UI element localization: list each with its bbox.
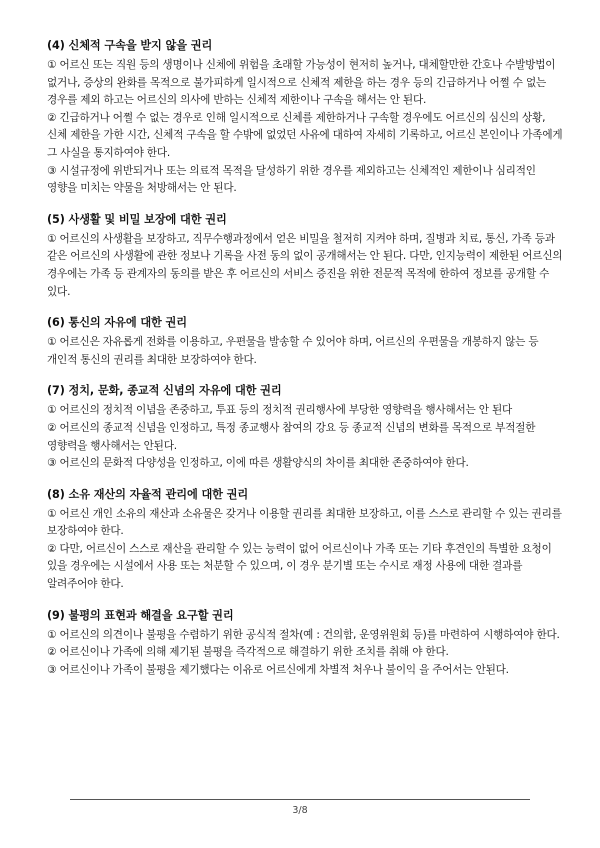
footer-divider — [70, 799, 530, 800]
section-beliefs — [47, 382, 563, 472]
paragraph: ③ 어르신의 문화적 다양성을 인정하고, 이에 따른 생활양식의 차이를 최대한 존중하여야 한다. — [47, 457, 469, 470]
section-title: (6) 통신의 자유에 대한 권리 — [47, 316, 187, 330]
section-privacy — [47, 211, 563, 301]
section-title: (9) 불평의 표현과 해결을 요구할 권리 — [47, 608, 234, 622]
section-title: (4) 신체적 구속을 받지 않을 권리 — [47, 39, 213, 52]
section-communication — [47, 314, 563, 369]
paragraph: ① 어르신 또는 직원 등의 생명이나 신체에 위험을 초래할 가능성이 현저히 높거나, 대체할만한 간호나 수발방법이 없거나, 증상의 완화를 목적으로 불가피하게 일시적으로 신체적 제한을 하는 경우 등의 긴급하거나 어쩔 수 없는 경우를 제외 하고는 어르신의 의사에 반하는 신체적 제한이나 구속을 해서는 안 된다. — [47, 59, 556, 107]
paragraph: ① 어르신은 자유롭게 전화를 이용하고, 우편물을 발송할 수 있어야 하며, 어르신의 우편물을 개봉하지 않는 등 개인적 통신의 권리를 최대한 보장하여야 한다. — [47, 336, 539, 366]
section-grievance — [47, 607, 563, 680]
paragraph: ① 어르신의 사생활을 보장하고, 직무수행과정에서 얻은 비밀을 철저히 지켜야 하며, 질병과 치료, 통신, 가족 등과 같은 어르신의 사생활에 관한 정보나 기록을 사전 동의 없이 공개해서는 안 된다. 다만, 인지능력이 제한된 어르신의 경우에는 가족 등 관계자의 동의를 받은 후 어르신의 서비스 증진을 위한 전문적 목적에 한하여 정보를 공개할 수 있다. — [47, 232, 563, 298]
paragraph: ③ 시설규정에 위반되거나 또는 의료적 목적을 달성하기 위한 경우를 제외하고는 신체적인 제한이나 심리적인 영향을 미치는 약물을 처방해서는 안 된다. — [47, 164, 536, 195]
paragraph: ② 다만, 어르신이 스스로 재산을 관리할 수 있는 능력이 없어 어르신이나 가족 또는 기타 후견인의 특별한 요청이 있을 경우에는 시설에서 사용 또는 처분할 수 있으며, 이 경우 분기별 또는 수시로 재정 사용에 대한 결과를 알려주어야 한다. — [47, 542, 552, 591]
section-title: (5) 사생활 및 비밀 보장에 대한 권리 — [47, 212, 227, 226]
section-title: (8) 소유 재산의 자율적 관리에 대한 권리 — [47, 487, 249, 501]
paragraph: ① 어르신의 정치적 이념을 존중하고, 투표 등의 정치적 권리행사에 부당한 영향력을 행사해서는 안 된다 — [47, 404, 513, 417]
paragraph: ① 어르신 개인 소유의 재산과 소유물은 갖거나 이용할 권리를 최대한 보장하고, 이를 스스로 관리할 수 있는 권리를 보장하여야 한다. — [47, 507, 562, 538]
document-body — [47, 37, 563, 692]
section-property — [47, 486, 563, 594]
paragraph: ② 어르신의 종교적 신념을 인정하고, 특정 종교행사 참여의 강요 등 종교적 신념의 변화를 목적으로 부적절한 영향력을 행사해서는 안된다. — [47, 421, 536, 452]
paragraph: ① 어르신의 의견이나 불평을 수렴하기 위한 공식적 절차(예 : 건의함, 운영위원회 등)를 마련하여 시행하여야 한다. — [47, 628, 560, 641]
paragraph: ② 긴급하거나 어쩔 수 없는 경우로 인해 일시적으로 신체를 제한하거나 구속할 경우에도 어르신의 심신의 상황, 신체 제한을 가한 시간, 신체적 구속을 할 수밖에 없었던 사유에 대하여 자세히 기록하고, 어르신 본인이나 가족에게 그 사실을 통지하여야 한다. — [47, 111, 563, 159]
page-number: 3/8 — [292, 805, 308, 816]
section-physical-restraint — [47, 37, 563, 198]
section-title: (7) 정치, 문화, 종교적 신념의 자유에 대한 권리 — [47, 384, 282, 398]
paragraph: ② 어르신이나 가족에 의해 제기된 불평을 즉각적으로 해결하기 위한 조치를 취해 야 한다. — [47, 646, 449, 659]
paragraph: ③ 어르신이나 가족이 불평을 제기했다는 이유로 어르신에게 차별적 처우나 불이익 을 주어서는 안된다. — [47, 663, 509, 676]
